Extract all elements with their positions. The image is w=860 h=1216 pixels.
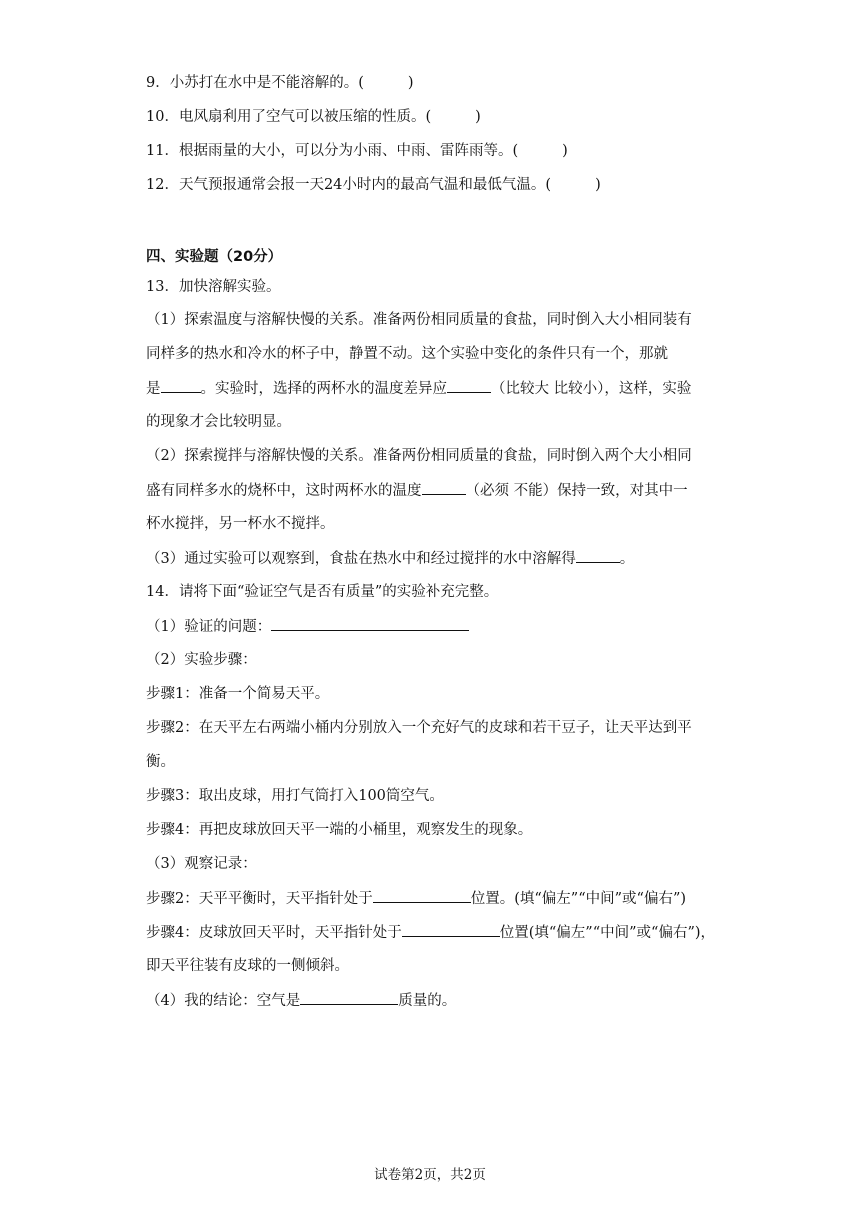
- q14-step1: 步骤1：准备一个简易天平。: [146, 686, 330, 702]
- q13-p2-line1: （2）探索搅拌与溶解快慢的关系。准备两份相同质量的食盐，同时倒入两个大小相同: [146, 448, 692, 464]
- q13-p1-line4: 的现象才会比较明显。: [146, 414, 291, 430]
- question-11-text: 11．根据雨量的大小，可以分为小雨、中雨、雷阵雨等。(: [146, 143, 519, 159]
- q13-blank-2[interactable]: [447, 378, 491, 393]
- q14-blank-obs2[interactable]: [402, 922, 500, 937]
- q14-title: 14．请将下面“验证空气是否有质量”的实验补充完整。: [146, 584, 499, 600]
- q13-blank-3[interactable]: [422, 480, 466, 495]
- q14-step2-line1: 步骤2：在天平左右两端小桶内分别放入一个充好气的皮球和若干豆子，让天平达到平: [146, 720, 692, 736]
- q14-step4: 步骤4：再把皮球放回天平一端的小桶里，观察发生的现象。: [146, 822, 533, 838]
- q14-s2: （2）实验步骤：: [146, 652, 257, 668]
- section-4-title: 四、实验题（20分）: [146, 249, 283, 265]
- question-9-text: 9．小苏打在水中是不能溶解的。(: [146, 75, 364, 91]
- q13-p1-line2: 同样多的热水和冷水的杯子中，静置不动。这个实验中变化的条件只有一个，那就: [146, 346, 668, 362]
- q14-s1: （1）验证的问题：: [146, 616, 469, 637]
- q13-title: 13．加快溶解实验。: [146, 279, 281, 295]
- question-10-text: 10．电风扇利用了空气可以被压缩的性质。(: [146, 109, 432, 125]
- question-9: 9．小苏打在水中是不能溶解的。( ): [146, 75, 414, 91]
- q13-blank-1[interactable]: [161, 378, 201, 393]
- q14-obs2-line2: 即天平往装有皮球的一侧倾斜。: [146, 958, 349, 974]
- q13-p3: （3）通过实验可以观察到，食盐在热水中和经过搅拌的水中溶解得 。: [146, 548, 634, 569]
- q14-obs1: 步骤2：天平平衡时，天平指针处于 位置。(填“偏左”“中间”或“偏右”): [146, 888, 686, 909]
- q14-blank-obs1[interactable]: [373, 888, 471, 903]
- q14-step2-line2: 衡。: [146, 754, 175, 770]
- page-footer: 试卷第2页，共2页: [374, 1167, 486, 1183]
- q14-step3: 步骤3：取出皮球，用打气筒打入100筒空气。: [146, 788, 444, 804]
- q14-s3: （3）观察记录：: [146, 856, 257, 872]
- q14-blank-question[interactable]: [271, 616, 469, 631]
- question-12-text: 12．天气预报通常会报一天24小时内的最高气温和最低气温。(: [146, 177, 552, 193]
- q13-blank-4[interactable]: [576, 548, 620, 563]
- q13-p1-line3: 是 。实验时，选择的两杯水的温度差异应 （比较大 比较小），这样，实验: [146, 378, 691, 399]
- question-11: 11．根据雨量的大小，可以分为小雨、中雨、雷阵雨等。( ): [146, 143, 568, 159]
- q13-p2-line3: 杯水搅拌，另一杯水不搅拌。: [146, 516, 335, 532]
- q14-s4: （4）我的结论：空气是 质量的。: [146, 990, 456, 1011]
- q13-p1-line1: （1）探索温度与溶解快慢的关系。准备两份相同质量的食盐，同时倒入大小相同装有: [146, 312, 692, 328]
- question-12: 12．天气预报通常会报一天24小时内的最高气温和最低气温。( ): [146, 177, 601, 193]
- question-10: 10．电风扇利用了空气可以被压缩的性质。( ): [146, 109, 481, 125]
- q14-blank-conclusion[interactable]: [300, 990, 398, 1005]
- q13-p2-line2: 盛有同样多水的烧杯中，这时两杯水的温度 （必须 不能）保持一致，对其中一: [146, 480, 688, 501]
- q14-obs2: 步骤4：皮球放回天平时，天平指针处于 位置(填“偏左”“中间”或“偏右”)，: [146, 922, 715, 943]
